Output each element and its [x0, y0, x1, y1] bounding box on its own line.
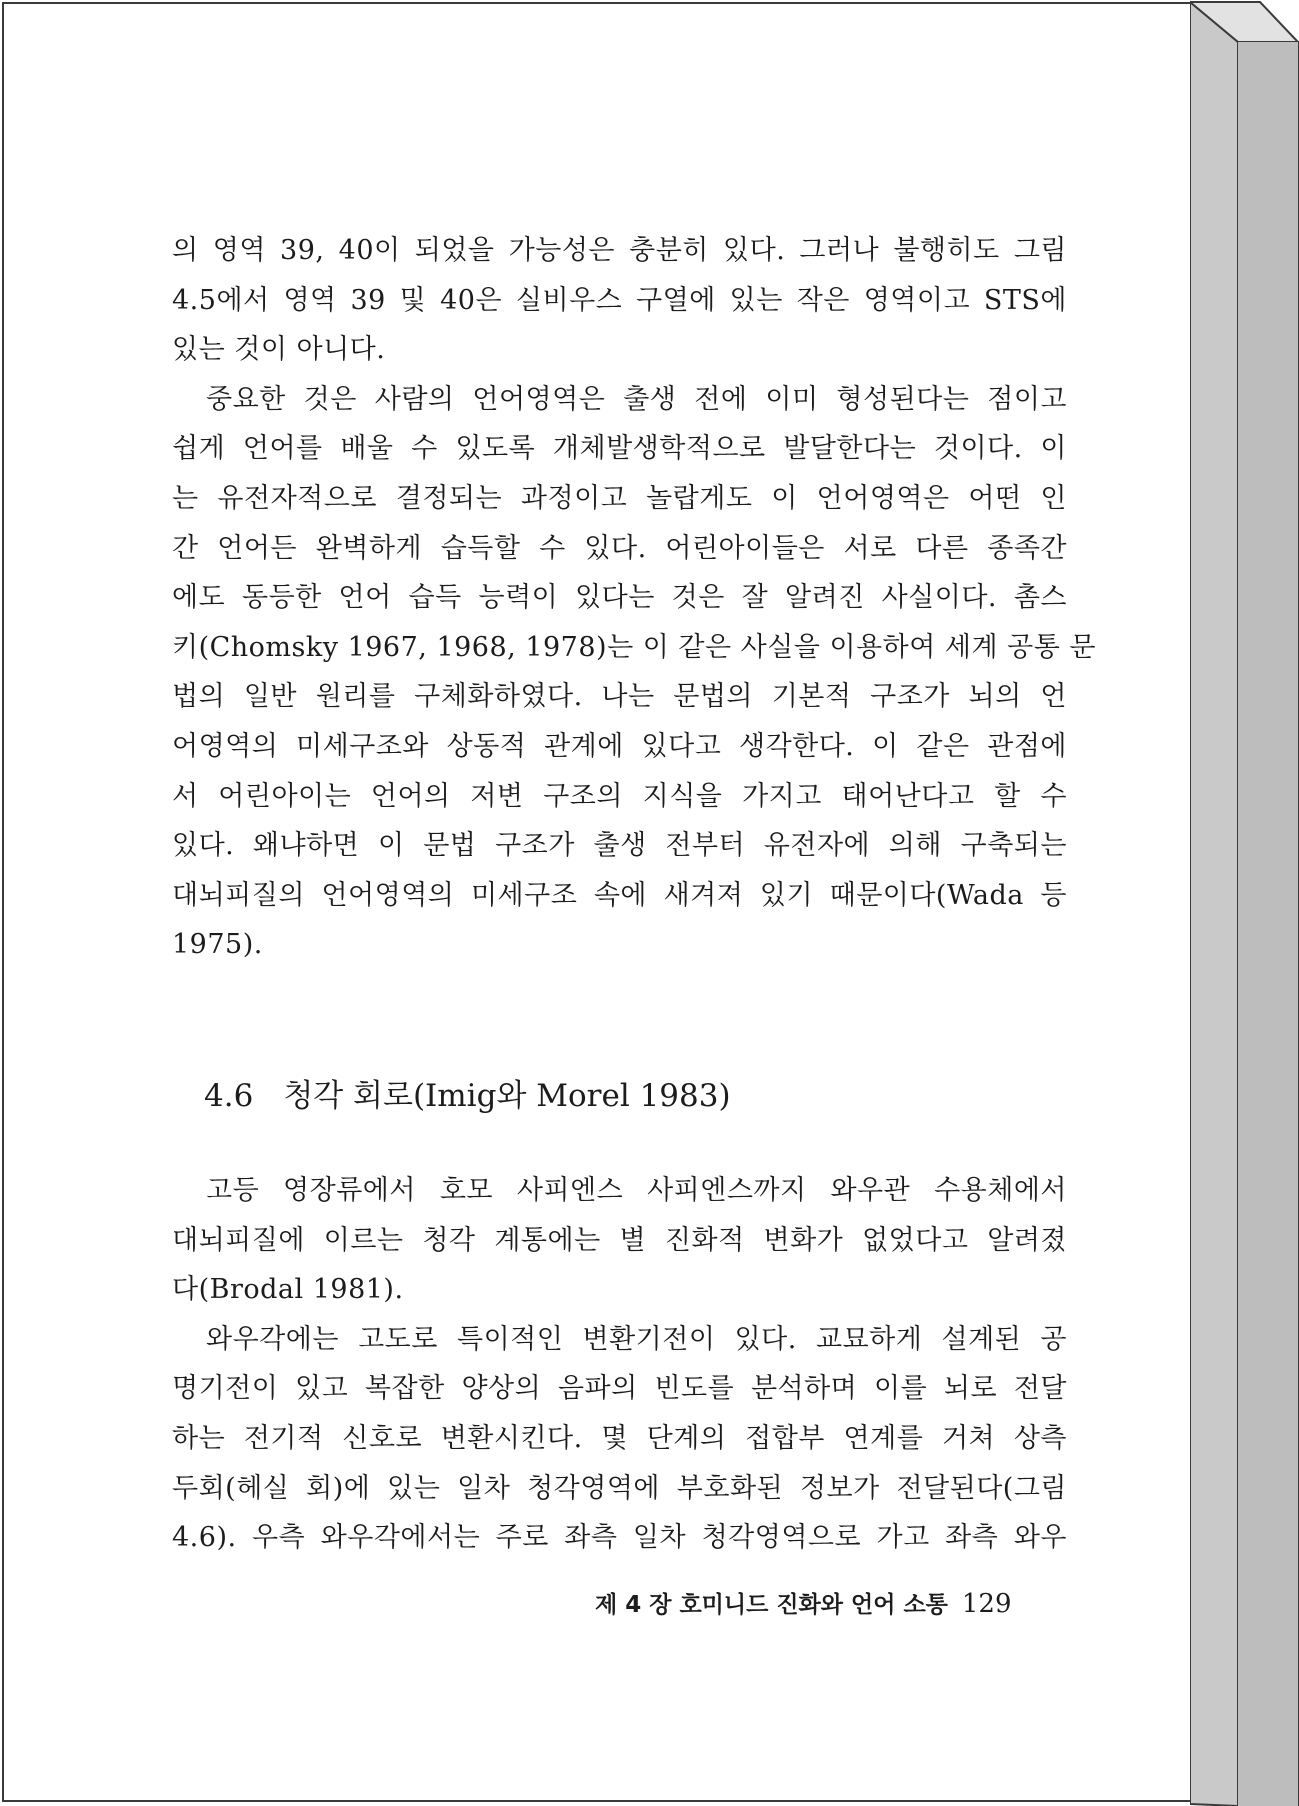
text-line: 는 유전자적으로 결정되는 과정이고 놀랍게도 이 언어영역은 어떤 인 — [172, 482, 1067, 514]
paragraph-4 — [172, 1315, 1067, 1563]
text-line: 중요한 것은 사람의 언어영역은 출생 전에 이미 형성된다는 점이고 — [206, 383, 1067, 415]
paragraph-1 — [172, 226, 1067, 375]
text-line: 와우각에는 고도로 특이적인 변환기전이 있다. 교묘하게 설계된 공 — [206, 1323, 1067, 1355]
paragraph-2 — [172, 375, 1096, 970]
bottom-text-block — [172, 1166, 1067, 1563]
text-line: 4.5에서 영역 39 및 40은 실비우스 구열에 있는 작은 영역이고 STS에 — [172, 284, 1067, 316]
text-line: 있는 것이 아니다. — [172, 334, 386, 366]
text-line: 4.6). 우측 와우각에서는 주로 좌측 일차 청각영역으로 가고 좌측 와우 — [172, 1522, 1067, 1554]
top-text-block — [172, 226, 1096, 970]
text-line: 다(Brodal 1981). — [172, 1274, 404, 1306]
text-line: 고등 영장류에서 호모 사피엔스 사피엔스까지 와우관 수용체에서 — [206, 1175, 1067, 1206]
paragraph-3 — [172, 1166, 1067, 1315]
text-line: 간 언어든 완벽하게 습득할 수 있다. 어린아이들은 서로 다른 종족간 — [172, 532, 1067, 564]
text-line: 에도 동등한 언어 습득 능력이 있다는 것은 잘 알려진 사실이다. 촘스 — [172, 582, 1067, 614]
text-line: 법의 일반 원리를 구체화하였다. 나는 문법의 기본적 구조가 뇌의 언 — [172, 681, 1067, 713]
text-line: 대뇌피질에 이르는 청각 계통에는 별 진화적 변화가 없었다고 알려졌 — [172, 1224, 1067, 1256]
text-line: 어영역의 미세구조와 상동적 관계에 있다고 생각한다. 이 같은 관점에 — [172, 730, 1067, 762]
text-line: 명기전이 있고 복잡한 양상의 음파의 빈도를 분석하며 이를 뇌로 전달 — [172, 1373, 1067, 1405]
text-line: 하는 전기적 신호로 변환시킨다. 몇 단계의 접합부 연계를 거쳐 상측 — [172, 1422, 1067, 1454]
chapter-title: 제 4 장 호미니드 진화와 언어 소통 — [595, 1592, 948, 1618]
text-line: 의 영역 39, 40이 되었을 가능성은 충분히 있다. 그러나 불행히도 그림 — [172, 235, 1067, 266]
section-heading — [204, 1070, 731, 1115]
page-footer — [595, 1586, 1035, 1619]
text-line: 두회(헤실 회)에 있는 일차 청각영역에 부호화된 정보가 전달된다(그림 — [172, 1472, 1067, 1504]
text-line: 대뇌피질의 언어영역의 미세구조 속에 새겨져 있기 때문이다(Wada 등 — [172, 879, 1067, 911]
text-line: 서 어린아이는 언어의 저변 구조의 지식을 가지고 태어난다고 할 수 — [172, 780, 1067, 812]
book-side-edge — [1190, 0, 1299, 1806]
text-line: 키(Chomsky 1967, 1968, 1978)는 이 같은 사실을 이용하여 세계 공통 문 — [172, 631, 1096, 663]
text-line: 1975). — [172, 929, 263, 961]
text-line: 있다. 왜냐하면 이 문법 구조가 출생 전부터 유전자에 의해 구축되는 — [172, 830, 1067, 862]
page-number: 129 — [961, 1589, 1012, 1619]
section-number: 4.6 — [204, 1078, 254, 1114]
text-line: 쉽게 언어를 배울 수 있도록 개체발생학적으로 발달한다는 것이다. 이 — [172, 433, 1067, 465]
section-title: 청각 회로(Imig와 Morel 1983) — [283, 1078, 731, 1114]
book-page — [2, 2, 1192, 1802]
